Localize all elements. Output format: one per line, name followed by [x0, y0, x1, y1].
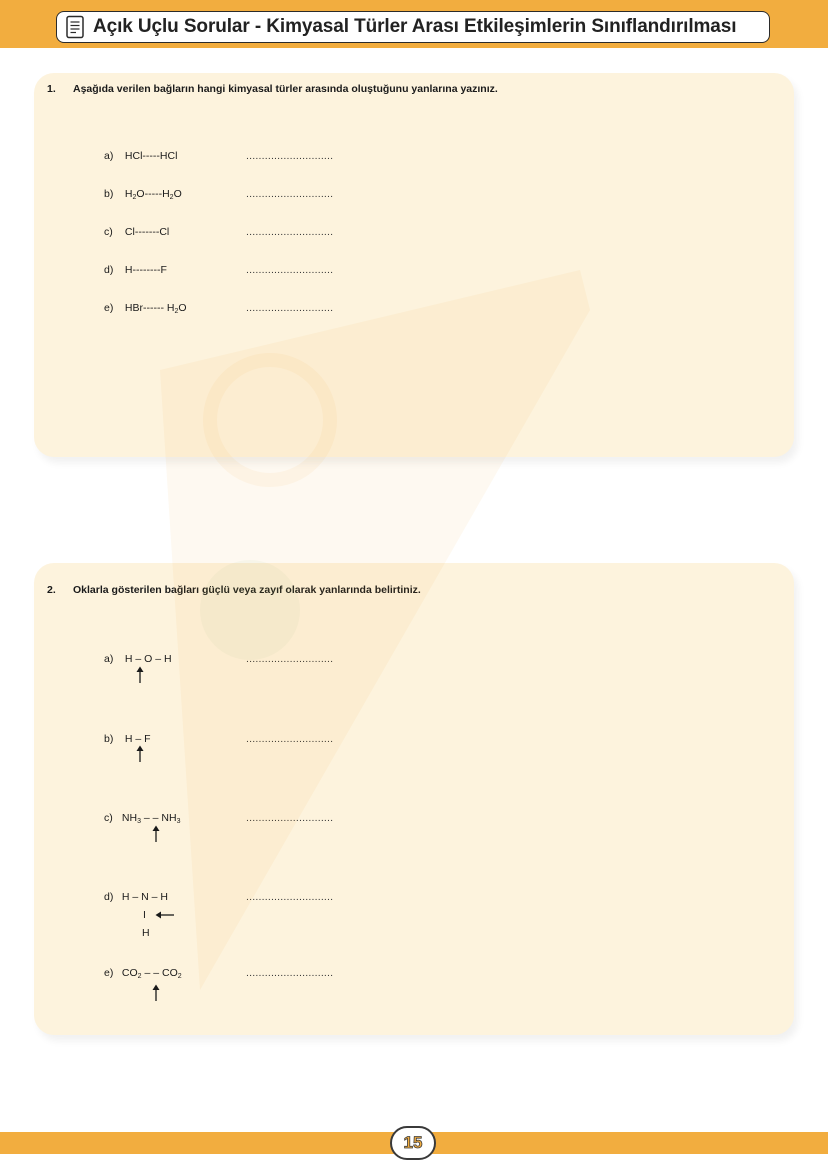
item-letter: e)	[104, 967, 114, 979]
q1-item-b	[104, 188, 182, 201]
page-number: 15	[403, 1133, 423, 1152]
item-letter: a)	[104, 653, 114, 665]
notebook-icon	[65, 15, 85, 39]
item-letter: c)	[104, 812, 113, 824]
left-arrow-icon	[155, 910, 175, 920]
answer-blank[interactable]: ............................	[246, 733, 334, 745]
hydrogen-below: H	[142, 927, 150, 939]
q1-item-d	[104, 264, 167, 276]
answer-blank[interactable]: ............................	[246, 302, 334, 314]
item-letter: d)	[104, 891, 114, 903]
item-formula: H--------F	[124, 264, 167, 276]
question-number: 2.	[47, 584, 56, 596]
item-formula: H – F	[124, 733, 151, 745]
item-formula: $NH_3$ – – $NH_3$	[121, 812, 181, 825]
q1-item-a	[104, 150, 177, 162]
bond-line: I	[143, 909, 146, 921]
up-arrow-icon	[135, 745, 145, 763]
item-formula: $H_2O-----H_2O$	[124, 188, 182, 201]
question-number: 1.	[47, 83, 56, 95]
page-title: Açık Uçlu Sorular - Kimyasal Türler Arası Etkileşimlerin Sınıflandırılması	[93, 16, 737, 37]
item-letter: a)	[104, 150, 114, 162]
answer-blank[interactable]: ............................	[246, 812, 334, 824]
question-1-card	[34, 73, 794, 457]
q1-item-c	[104, 226, 169, 238]
item-formula: HBr------ $H_2O$	[124, 302, 187, 315]
q2-item-e	[104, 967, 182, 980]
question-text: Oklarla gösterilen bağları güçlü veya zayıf olarak yanlarında belirtiniz.	[73, 584, 421, 596]
q1-item-e	[104, 302, 187, 315]
up-arrow-icon	[151, 825, 161, 843]
answer-blank[interactable]: ............................	[246, 188, 334, 200]
item-formula: $CO_2$ – – $CO_2$	[121, 967, 182, 980]
item-letter: e)	[104, 302, 114, 314]
page-number-badge	[390, 1126, 436, 1160]
q2-item-c	[104, 812, 181, 825]
answer-blank[interactable]: ............................	[246, 264, 334, 276]
answer-blank[interactable]: ............................	[246, 653, 334, 665]
question-text: Aşağıda verilen bağların hangi kimyasal türler arasında oluştuğunu yanlarına yazınız.	[73, 83, 498, 95]
question-2-card	[34, 563, 794, 1035]
item-letter: c)	[104, 226, 113, 238]
q2-item-d	[104, 891, 168, 903]
answer-blank[interactable]: ............................	[246, 967, 334, 979]
title-box	[56, 11, 770, 43]
answer-blank[interactable]: ............................	[246, 226, 334, 238]
answer-blank[interactable]: ............................	[246, 891, 334, 903]
answer-blank[interactable]: ............................	[246, 150, 334, 162]
item-letter: b)	[104, 188, 114, 200]
item-letter: b)	[104, 733, 114, 745]
item-formula: HCl-----HCl	[124, 150, 178, 162]
item-letter: d)	[104, 264, 114, 276]
item-formula: H – O – H	[124, 653, 172, 665]
item-formula: H – N – H	[121, 891, 169, 903]
q2-item-b	[104, 733, 151, 745]
up-arrow-icon	[135, 666, 145, 684]
q2-item-a	[104, 653, 172, 665]
item-formula: Cl-------Cl	[124, 226, 170, 238]
up-arrow-icon	[151, 984, 161, 1002]
